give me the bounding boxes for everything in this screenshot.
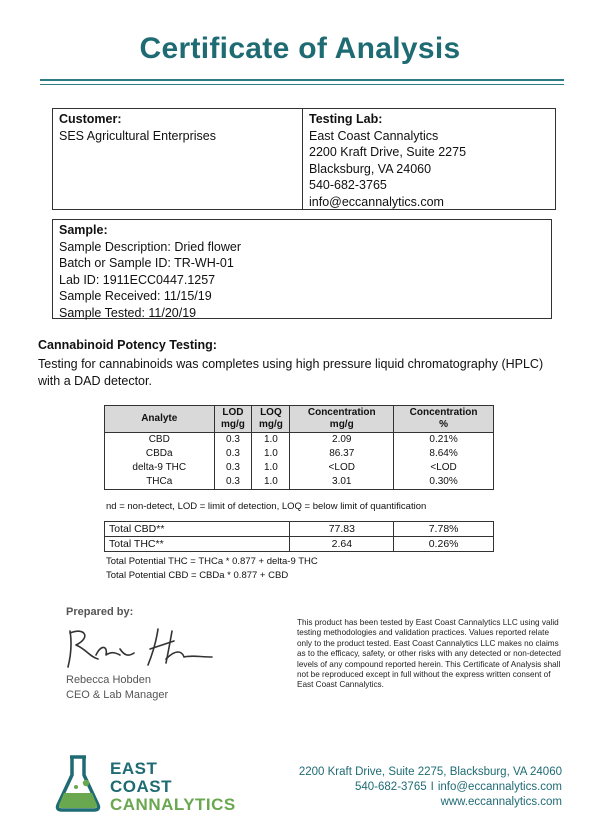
- sample-tested: Sample Tested: 11/20/19: [59, 305, 197, 320]
- potency-description: Testing for cannabinoids was completes using high pressure liquid chromatography (HPLC) with a DAD detector.: [38, 357, 544, 388]
- table-row: [105, 537, 494, 552]
- table-row: [105, 475, 494, 490]
- document-title: Certificate of Analysis: [139, 32, 461, 65]
- cell-lod: 0.3: [214, 475, 252, 490]
- header-analyte: Analyte: [105, 406, 215, 433]
- table-row: [105, 522, 494, 537]
- lab-email: info@eccannalytics.com: [309, 194, 444, 209]
- lab-address-1: 2200 Kraft Drive, Suite 2275: [309, 145, 467, 159]
- sample-batch-id: Batch or Sample ID: TR-WH-01: [59, 256, 234, 270]
- total-percent: 7.78%: [394, 522, 494, 537]
- header-concentration-mg: Concentration mg/g: [290, 406, 394, 433]
- brand-line-1: EAST: [110, 759, 158, 778]
- cell-concentration: 3.01: [290, 475, 394, 490]
- lab-header: Testing Lab:: [309, 112, 383, 126]
- lab-address-2: Blacksburg, VA 24060: [309, 161, 432, 176]
- sample-received: Sample Received: 11/15/19: [59, 289, 212, 303]
- cell-analyte: CBDa: [105, 447, 215, 461]
- cell-loq: 1.0: [252, 475, 290, 490]
- footer-phone: 540-682-3765: [355, 781, 427, 793]
- formula-cbd: Total Potential CBD = CBDa * 0.877 + CBD: [106, 570, 289, 581]
- potency-table: [104, 405, 494, 490]
- table-footnote: nd = non-detect, LOD = limit of detection, LOQ = below limit of quantification: [106, 501, 427, 512]
- customer-section: [53, 109, 303, 209]
- header-concentration-pct: Concentration %: [394, 406, 494, 433]
- customer-name: SES Agricultural Enterprises: [59, 128, 217, 143]
- cell-concentration: 2.09: [290, 433, 394, 448]
- lab-name: East Coast Cannalytics: [309, 128, 439, 143]
- title-rule-top: [40, 79, 564, 81]
- signer-name: Rebecca Hobden: [66, 674, 152, 686]
- signature: [62, 625, 232, 670]
- potency-title: Cannabinoid Potency Testing:: [38, 338, 217, 352]
- footer-separator: I: [430, 781, 434, 793]
- potency-header-row: [105, 406, 494, 433]
- sample-description: Sample Description: Dried flower: [59, 239, 242, 254]
- formula-thc: Total Potential THC = THCa * 0.877 + delta-9 THC: [106, 556, 318, 567]
- cell-lod: 0.3: [214, 447, 252, 461]
- lab-section: [303, 109, 555, 209]
- footer-email: info@eccannalytics.com: [437, 781, 562, 793]
- cell-loq: 1.0: [252, 447, 290, 461]
- footer-contact: [355, 781, 562, 793]
- sample-lab-id: Lab ID: 1911ECC0447.1257: [59, 272, 216, 287]
- cell-concentration: 86.37: [290, 447, 394, 461]
- footer-address: 2200 Kraft Drive, Suite 2275, Blacksburg, VA 24060: [298, 766, 562, 778]
- brand-line-3: CANNALYTICS: [110, 795, 236, 814]
- total-percent: 0.26%: [394, 537, 494, 552]
- cell-percent: 0.21%: [394, 433, 494, 448]
- cell-analyte: delta-9 THC: [105, 461, 215, 475]
- cell-lod: 0.3: [214, 433, 252, 448]
- total-concentration: 77.83: [290, 522, 394, 537]
- signer-title: CEO & Lab Manager: [66, 689, 169, 701]
- cell-concentration: <LOD: [290, 461, 394, 475]
- customer-header: Customer:: [59, 112, 122, 126]
- table-row: [105, 461, 494, 475]
- table-row: [105, 447, 494, 461]
- customer-lab-box: [52, 108, 556, 210]
- total-label: Total THC**: [105, 537, 290, 552]
- footer-website: www.eccannalytics.com: [440, 796, 562, 808]
- cell-percent: <LOD: [394, 461, 494, 475]
- brand-line-2: COAST: [110, 777, 172, 796]
- cell-percent: 8.64%: [394, 447, 494, 461]
- cell-analyte: CBD: [105, 433, 215, 448]
- total-label: Total CBD**: [105, 522, 290, 537]
- prepared-by-label: Prepared by:: [66, 606, 134, 618]
- total-concentration: 2.64: [290, 537, 394, 552]
- cell-loq: 1.0: [252, 461, 290, 475]
- header-lod: LOD mg/g: [214, 406, 252, 433]
- title-rule-bottom: [40, 84, 564, 85]
- header-loq: LOQ mg/g: [252, 406, 290, 433]
- cell-loq: 1.0: [252, 433, 290, 448]
- flask-logo-icon: [52, 753, 106, 813]
- sample-box: [52, 219, 552, 319]
- totals-table: [104, 521, 494, 552]
- cell-percent: 0.30%: [394, 475, 494, 490]
- brand-wordmark: [110, 760, 236, 814]
- sample-header: Sample:: [59, 223, 108, 237]
- disclaimer-text: This product has been tested by East Coast Cannalytics LLC using valid testing methodologies and validation practices. Values reported relate only to the product tested. East Coast Cannalytics LLC makes no claims as to the efficacy, safety, or other risks with any detected or non-detected levels of any compound reported herein. This Certificate of Analysis shall not be reproduced except in full without the express written consent of East Coast Cannalytics.: [297, 618, 561, 690]
- cell-analyte: THCa: [105, 475, 215, 490]
- lab-phone: 540-682-3765: [309, 178, 387, 192]
- cell-lod: 0.3: [214, 461, 252, 475]
- table-row: [105, 433, 494, 448]
